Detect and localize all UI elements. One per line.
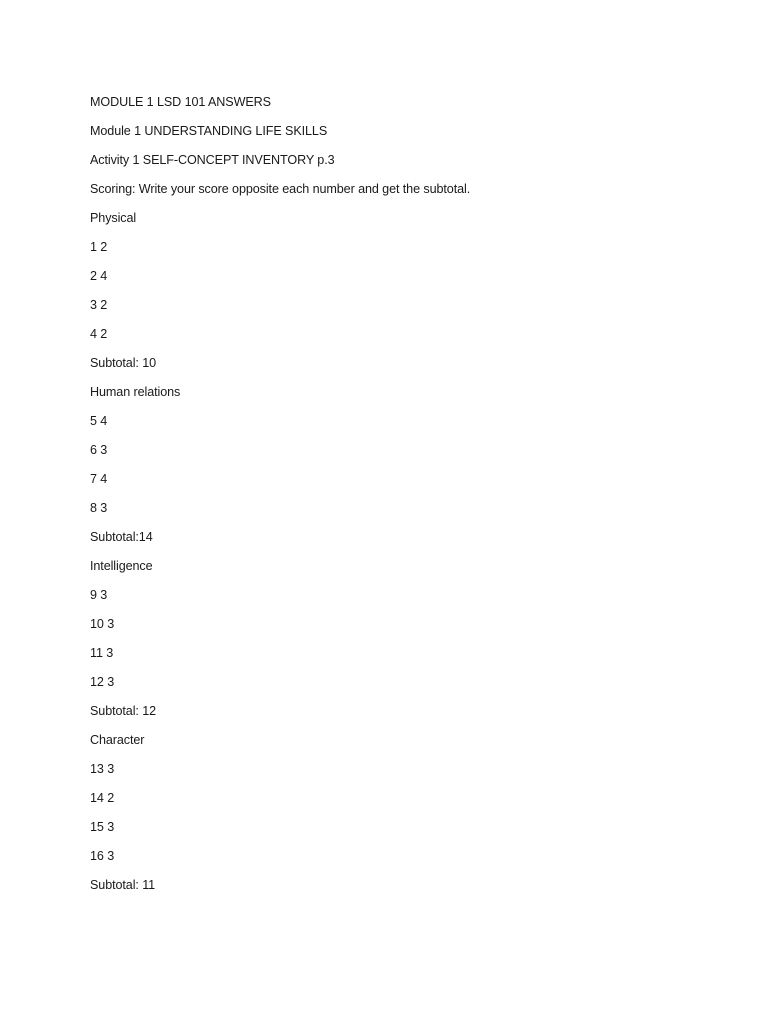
activity-heading: Activity 1 SELF-CONCEPT INVENTORY p.3 xyxy=(90,153,335,167)
score-line: 16 3 xyxy=(90,849,115,863)
score-line: 4 2 xyxy=(90,327,108,341)
subtotal-human-relations: Subtotal:14 xyxy=(90,530,153,544)
score-line: 7 4 xyxy=(90,472,108,486)
subtotal-intelligence: Subtotal: 12 xyxy=(90,704,157,718)
section-heading-human-relations: Human relations xyxy=(90,385,181,399)
score-line: 9 3 xyxy=(90,588,108,602)
subtotal-character: Subtotal: 11 xyxy=(90,878,156,892)
document-title: MODULE 1 LSD 101 ANSWERS xyxy=(90,95,271,109)
score-line: 5 4 xyxy=(90,414,108,428)
score-line: 8 3 xyxy=(90,501,108,515)
score-line: 6 3 xyxy=(90,443,108,457)
score-line: 12 3 xyxy=(90,675,115,689)
score-line: 14 2 xyxy=(90,791,115,805)
section-heading-character: Character xyxy=(90,733,145,747)
score-line: 10 3 xyxy=(90,617,115,631)
score-line: 2 4 xyxy=(90,269,108,283)
score-line: 1 2 xyxy=(90,240,108,254)
subtotal-physical: Subtotal: 10 xyxy=(90,356,157,370)
score-line: 15 3 xyxy=(90,820,115,834)
section-heading-physical: Physical xyxy=(90,211,137,225)
score-line: 13 3 xyxy=(90,762,115,776)
document-body xyxy=(90,93,730,905)
scoring-instructions: Scoring: Write your score opposite each number and get the subtotal. xyxy=(90,182,471,196)
section-heading-intelligence: Intelligence xyxy=(90,559,153,573)
module-heading: Module 1 UNDERSTANDING LIFE SKILLS xyxy=(90,124,328,138)
score-line: 3 2 xyxy=(90,298,108,312)
score-line: 11 3 xyxy=(90,646,114,660)
